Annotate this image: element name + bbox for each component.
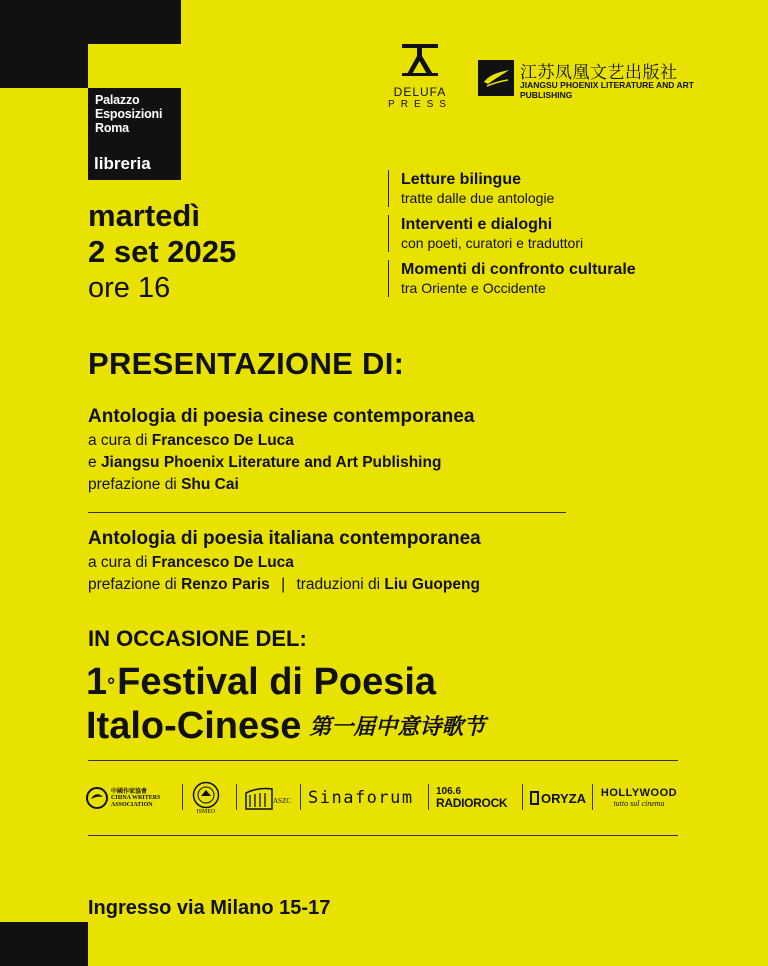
jiangsu-name-cn: 江苏凤凰文艺出版社 (520, 63, 678, 83)
partner-separator (182, 784, 183, 810)
partner-logos (86, 774, 680, 822)
festival-title (86, 660, 485, 750)
ismeo-seal-icon (192, 781, 220, 809)
oryza-label: ORYZA (540, 790, 586, 806)
partner-separator (300, 784, 301, 810)
activity-title: Interventi e dialoghi (401, 216, 553, 233)
translator-name: Liu Guopeng (384, 576, 480, 593)
corner-block-top (88, 0, 181, 44)
venue-line2: Esposizioni (95, 107, 163, 121)
event-day: martedì (88, 198, 200, 233)
ismeo-logo (188, 774, 224, 822)
book-title: Antologia di poesia italiana contemporanea (88, 528, 481, 549)
festival-ordinal: ° (107, 675, 116, 697)
event-date (88, 198, 236, 306)
translation-prefix: traduzioni di (296, 576, 381, 593)
delufa-mark-icon (400, 42, 440, 78)
hollywood-logo (598, 774, 680, 822)
cwa-en1: CHINA WRITERS (111, 794, 161, 801)
delufa-sub: PRESS (388, 99, 452, 110)
jiangsu-name-en: JIANGSU PHOENIX LITERATURE AND ART PUBLISHING (520, 80, 694, 100)
aszc-logo (244, 774, 292, 822)
event-time: ore 16 (88, 272, 171, 304)
curated-prefix: a cura di (88, 554, 148, 571)
preface-prefix: prefazione di (88, 576, 177, 593)
venue-line1: Palazzo (95, 93, 140, 107)
entrance-info: Ingresso via Milano 15-17 (88, 897, 331, 919)
partner-separator (592, 784, 593, 810)
partner-separator (428, 784, 429, 810)
festival-line1: Festival di Poesia (117, 661, 437, 703)
hollywood-label: HOLLYWOOD (600, 787, 678, 799)
separator: | (281, 576, 286, 593)
colosseum-icon (244, 783, 292, 813)
sinaforum-logo (308, 774, 420, 822)
activity-title: Letture bilingue (401, 171, 521, 188)
cwa-en2: ASSOCIATION (111, 801, 153, 808)
radiorock-name: RADIOROCK (436, 795, 508, 810)
oryza-logo (530, 774, 586, 822)
festival-line2: Italo-Cinese (86, 705, 302, 747)
presentation-heading: PRESENTAZIONE DI: (88, 346, 405, 381)
venue-logo (88, 88, 181, 180)
activity-item (388, 260, 636, 297)
activity-sub: tratte dalle due antologie (401, 190, 555, 206)
activity-sub: tra Oriente e Occidente (401, 280, 546, 296)
book-title: Antologia di poesia cinese contemporanea (88, 406, 475, 427)
divider-bottom (88, 835, 678, 836)
oryza-mark-icon (530, 791, 539, 805)
curated-prefix: a cura di (88, 432, 148, 449)
curator-name: Francesco De Luca (151, 432, 294, 449)
divider (88, 512, 566, 513)
cwa-cn: 中國作家協會 (111, 787, 148, 795)
partner-separator (522, 784, 523, 810)
corner-block-bottom-left (0, 922, 88, 966)
book-1 (88, 404, 474, 496)
hollywood-sub: tutto sul cinema (613, 799, 665, 808)
radiorock-logo (436, 774, 518, 822)
delufa-press-logo (384, 42, 456, 110)
preface-author: Renzo Paris (181, 576, 270, 593)
radiorock-freq: 106.6 (436, 785, 462, 797)
delufa-name: DELUFA (393, 85, 447, 99)
venue-line3: Roma (95, 121, 129, 135)
activity-item (388, 215, 636, 252)
preface-author: Shu Cai (181, 476, 239, 493)
and-prefix: e (88, 454, 97, 471)
book-2 (88, 526, 481, 596)
china-writers-logo (86, 774, 178, 822)
occasion-heading: IN OCCASIONE DEL: (88, 626, 307, 651)
venue-line4: libreria (94, 154, 151, 173)
festival-chinese: 第一届中意诗歌节 (309, 714, 486, 740)
divider-top (88, 760, 678, 761)
partner-separator (236, 784, 237, 810)
curator-name: Francesco De Luca (151, 554, 294, 571)
activity-item (388, 170, 636, 207)
phoenix-icon (478, 60, 514, 96)
activity-title: Momenti di confronto culturale (401, 261, 636, 278)
activities-list (388, 170, 636, 305)
ismeo-label: ISMEO (196, 809, 216, 815)
festival-number: 1 (86, 661, 108, 703)
corner-block-top-left (0, 0, 88, 44)
cwa-emblem-icon (86, 787, 108, 809)
activity-sub: con poeti, curatori e traduttori (401, 235, 584, 251)
preface-prefix: prefazione di (88, 476, 177, 493)
event-date-text: 2 set 2025 (88, 234, 237, 269)
co-editor-name: Jiangsu Phoenix Literature and Art Publishing (100, 454, 442, 471)
corner-block-left (0, 44, 88, 88)
aszc-label: ASZC (273, 797, 291, 805)
sinaforum-label: Sinaforum (308, 788, 414, 808)
